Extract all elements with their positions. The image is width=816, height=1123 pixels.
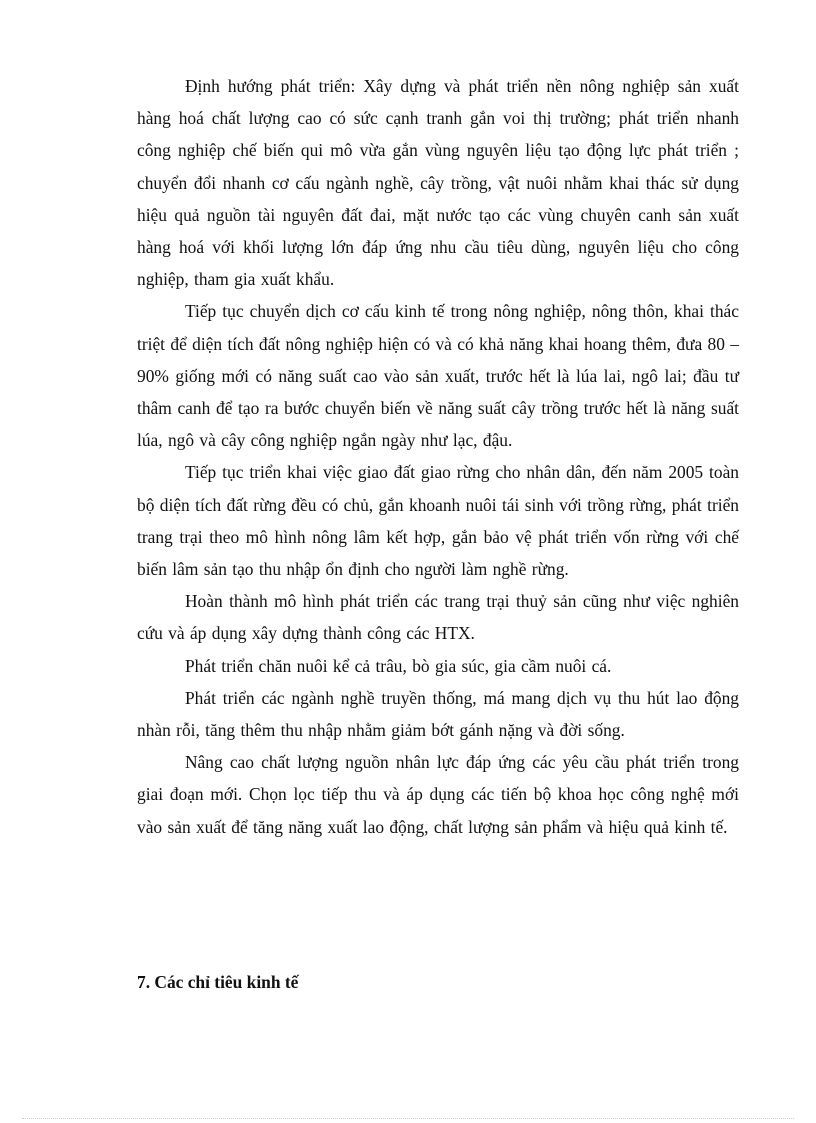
- paragraph-aquaculture-farms: Hoàn thành mô hình phát triển các trang trại thuỷ sản cũng như việc nghiên cứu và áp dụng xây dựng thành công các HTX.: [137, 591, 739, 644]
- page-bottom-divider: [22, 1118, 794, 1119]
- paragraph-development-orientation: Định hướng phát triển: Xây dựng và phát triển nền nông nghiệp sản xuất hàng hoá chất lượng cao có sức cạnh tranh gắn voi thị trường; phát triển nhanh công nghiệp chế biến qui mô vừa gắn vùng nguyên liệu tạo động lực phát triển ; chuyển đổi nhanh cơ cấu ngành nghề, cây trồng, vật nuôi nhằm khai thác sử dụng hiệu quả nguồn tài nguyên đất đai, mặt nước tạo các vùng chuyên canh sản xuất hàng hoá với khối lượng lớn đáp ứng nhu cầu tiêu dùng, nguyên liệu cho công nghiệp, tham gia xuất khẩu.: [137, 76, 739, 290]
- paragraph-agricultural-restructuring: Tiếp tục chuyển dịch cơ cấu kinh tế trong nông nghiệp, nông thôn, khai thác triệt để diện tích đất nông nghiệp hiện có và có khả năng khai hoang thêm, đưa 80 – 90% giống mới có năng suất cao vào sản xuất, trước hết là lúa lai, ngô lai; đầu tư thâm canh để tạo ra bước chuyển biến về năng suất cây trồng trước hết là năng suất lúa, ngô và cây công nghiệp ngắn ngày như lạc, đậu.: [137, 301, 739, 451]
- paragraph-human-resources: Nâng cao chất lượng nguồn nhân lực đáp ứng các yêu cầu phát triển trong giai đoạn mới. Chọn lọc tiếp thu và áp dụng các tiến bộ khoa học công nghệ mới vào sản xuất để tăng năng xuất lao động, chất lượng sản phẩm và hiệu quả kinh tế.: [137, 752, 739, 837]
- paragraph-traditional-crafts: Phát triển các ngành nghề truyền thống, má mang dịch vụ thu hút lao động nhàn rỗi, tăng thêm thu nhập nhằm giảm bớt gánh nặng và đời sống.: [137, 687, 739, 741]
- paragraph-forest-allocation: Tiếp tục triển khai việc giao đất giao rừng cho nhân dân, đến năm 2005 toàn bộ diện tích đất rừng đều có chủ, gắn khoanh nuôi tái sinh với trồng rừng, phát triển trang trại theo mô hình nông lâm kết hợp, gắn bảo vệ phát triển vốn rừng với chế biến lâm sản tạo thu nhập ổn định cho người làm nghề rừng.: [137, 462, 739, 580]
- document-body: [137, 70, 739, 843]
- paragraph-livestock: Phát triển chăn nuôi kể cả trâu, bò gia súc, gia cầm nuôi cá.: [185, 655, 612, 676]
- section-heading: 7. Các chỉ tiêu kinh tế: [137, 972, 299, 992]
